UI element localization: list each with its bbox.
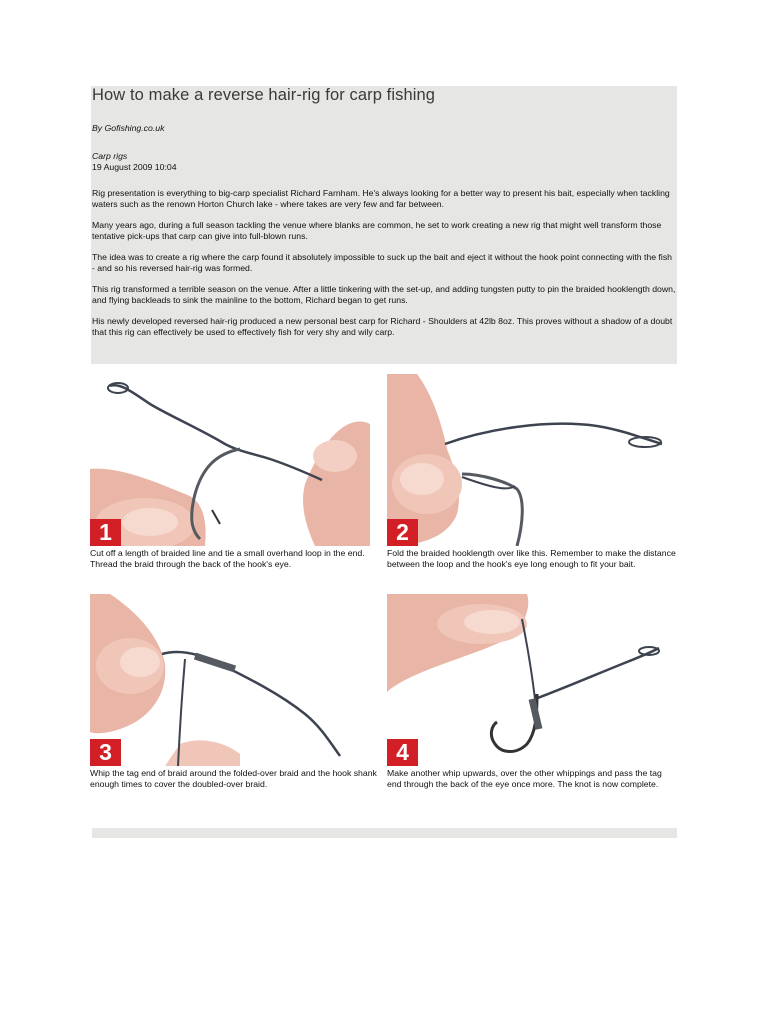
step-3-photo [90, 594, 370, 766]
step-4-badge: 4 [387, 739, 418, 766]
step-4-photo [387, 594, 667, 766]
paragraph-4: This rig transformed a terrible season on the venue. After a little tinkering with the set-up, and adding tungsten putty to pin the braided hooklength down, and flying backleads to sink the mainline to the bottom, Richard began to get runs. [92, 284, 676, 305]
category-link[interactable]: Carp rigs [92, 151, 128, 161]
step-3-badge: 3 [90, 739, 121, 766]
paragraph-2: Many years ago, during a full season tackling the venue where blanks are common, he set to work creating a new rig that might well transform those tentative pick-ups that carp can give into full-blown runs. [92, 220, 662, 241]
step-2-photo [387, 374, 667, 546]
step-1-caption: Cut off a length of braided line and tie a small overhand loop in the end. Thread the braid through the back of the hook's eye. [90, 548, 365, 569]
step-1-photo [90, 374, 370, 546]
paragraph-1: Rig presentation is everything to big-carp specialist Richard Farnham. He's always looking for a better way to present his bait, especially when tackling waters such as the renown Horton Church lake - where takes are very few and far between. [92, 188, 670, 209]
step-4-caption: Make another whip upwards, over the other whippings and pass the tag end through the back of the eye once more. The knot is now complete. [387, 768, 662, 789]
publish-date: 19 August 2009 10:04 [92, 162, 177, 172]
step-3-caption: Whip the tag end of braid around the folded-over braid and the hook shank enough times to cover the doubled-over braid. [90, 768, 377, 789]
step-2-badge: 2 [387, 519, 418, 546]
step-1-badge: 1 [90, 519, 121, 546]
byline: By Gofishing.co.uk [92, 123, 165, 133]
paragraph-5: His newly developed reversed hair-rig produced a new personal best carp for Richard - Shoulders at 42lb 8oz. This proves without a shadow of a doubt that this rig can effectively be used to effectively fish for very shy and wily carp. [92, 316, 673, 337]
page-title: How to make a reverse hair-rig for carp fishing [92, 86, 436, 104]
step-2-caption: Fold the braided hooklength over like this. Remember to make the distance between the loop and the hook's eye long enough to fit your bait. [387, 548, 676, 569]
footer-bar [92, 828, 677, 838]
paragraph-3: The idea was to create a rig where the carp found it absolutely impossible to suck up the bait and eject it without the hook point connecting with the fish - and so his reversed hair-rig was formed. [92, 252, 672, 273]
